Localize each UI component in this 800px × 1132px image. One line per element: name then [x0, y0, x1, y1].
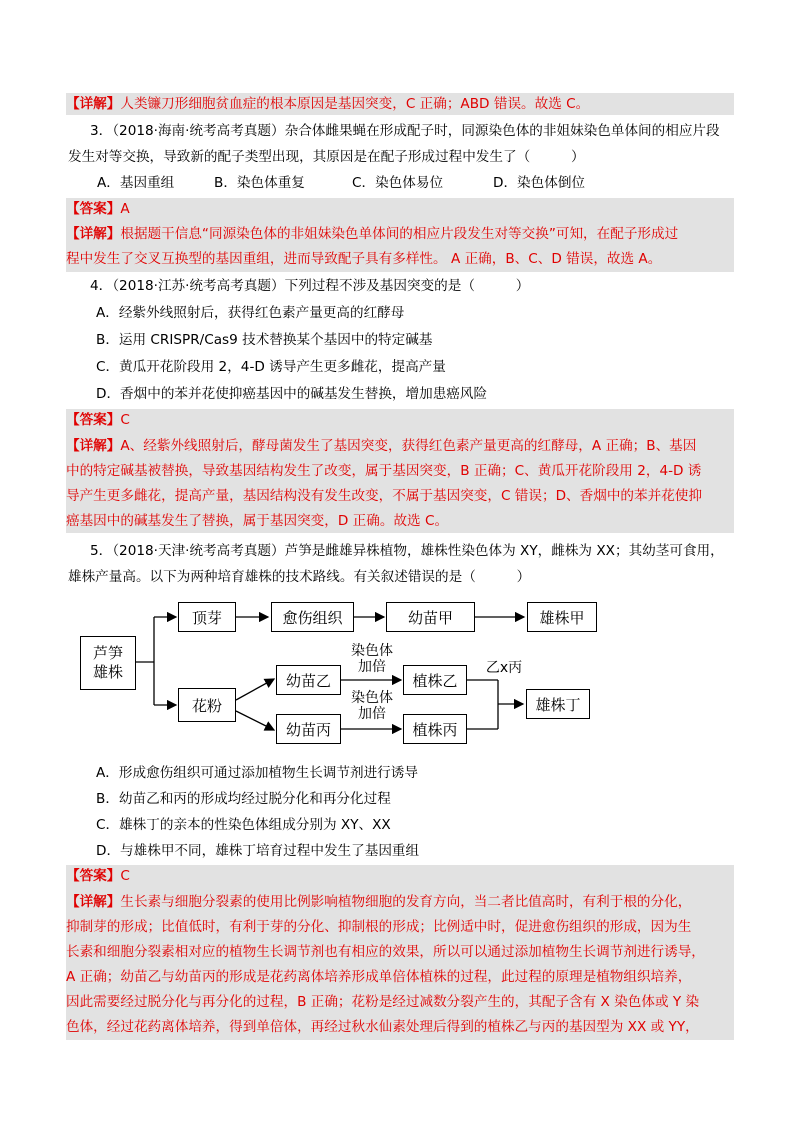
label-line: 染色体	[351, 643, 393, 659]
box-label: 芦笋	[92, 644, 123, 662]
box-label: 雄株甲	[539, 608, 585, 627]
q5-detail-line-1	[66, 892, 736, 912]
seedling-jia-box	[386, 602, 475, 632]
q5-detail-line-3: 长素和细胞分裂素相对应的植物生长调节剂也有相应的效果，所以可以通过添加植物生长调节剂进行诱导，	[66, 944, 705, 960]
box-label: 顶芽	[191, 608, 222, 627]
box-label: 植株乙	[412, 671, 458, 690]
q5-option-d: D．与雄株甲不同，雄株丁培育过程中发生了基因重组	[96, 843, 420, 859]
q5-stem-line-2: 雄株产量高。以下为两种培育雄株的技术路线。有关叙述错误的是（ ）	[68, 569, 531, 585]
detail-text: 根据题干信息“同源染色体的非姐妹染色单体间的相应片段发生对等交换”可知，在配子形成过	[120, 226, 679, 242]
detail-tag: 【详解】	[66, 226, 121, 242]
label-line: 染色体	[351, 690, 393, 706]
answer-tag: 【答案】	[66, 868, 121, 884]
q5-option-a: A．形成愈伤组织可通过添加植物生长调节剂进行诱导	[96, 765, 418, 781]
q4-detail-line-2: 中的特定碱基被替换，导致基因结构发生了改变，属于基因突变，B 正确；C、黄瓜开花阶段用 2，4-D 诱	[66, 463, 702, 479]
q5-answer	[66, 866, 736, 886]
q3-stem-text-1: （2018·海南·统考高考真题）杂合体雌果蝇在形成配子时，同源染色体的非姐妹染色单体间的相应片段	[112, 123, 720, 139]
question-number: 3．	[90, 123, 113, 139]
q5-option-b: B．幼苗乙和丙的形成均经过脱分化和再分化过程	[96, 791, 391, 807]
answer-value: C	[120, 412, 130, 428]
box-label: 植株丙	[412, 720, 458, 739]
q5-detail-line-4: A 正确；幼苗乙与幼苗丙的形成是花药离体培养形成单倍体植株的过程，此过程的原理是植物组织培养，	[66, 969, 692, 985]
q3-detail-line-2: 程中发生了交叉互换型的基因重组，进而导致配子具有多样性。 A 正确，B、C、D 错误，故选 A。	[66, 251, 662, 267]
chromosome-doubling-label-top	[344, 643, 400, 675]
q4-stem-text: （2018·江苏·统考高考真题）下列过程不涉及基因突变的是（ ）	[112, 278, 530, 294]
answer-tag: 【答案】	[66, 412, 121, 428]
q3-option-d: D．染色体倒位	[493, 175, 586, 191]
cross-label: 乙x丙	[485, 660, 523, 676]
detail-tag: 【详解】	[66, 438, 121, 454]
q3-option-a: A．基因重组	[97, 175, 175, 191]
label-line: 加倍	[358, 659, 386, 675]
detail-text: 生长素与细胞分裂素的使用比例影响植物细胞的发育方向，当二者比值高时，有利于根的分化，	[120, 894, 692, 910]
q4-detail-line-3: 导产生更多雌花，提高产量，基因结构没有发生改变，不属于基因突变，C 错误；D、香烟中的苯并花使抑	[66, 488, 702, 504]
q3-option-b: B．染色体重复	[214, 175, 305, 191]
label-line: 加倍	[358, 706, 386, 722]
plant-yi-box	[403, 665, 467, 695]
chromosome-doubling-label-bottom	[344, 690, 400, 722]
box-label: 幼苗甲	[407, 608, 453, 627]
answer-value: A	[120, 201, 130, 217]
apical-bud-box	[178, 602, 236, 632]
q5-detail-line-2: 抑制芽的形成；比值低时，有利于芽的分化、抑制根的形成；比例适中时，促进愈伤组织的形成，因为生	[66, 919, 692, 935]
box-label: 幼苗乙	[285, 671, 331, 690]
q4-option-a: A．经紫外线照射后，获得红色素产量更高的红酵母	[96, 305, 405, 321]
q5-stem-text-1: （2018·天津·统考高考真题）芦笋是雌雄异株植物，雄株性染色体为 XY，雌株为 XX；其幼茎可食用，	[112, 543, 724, 559]
detail-text: 人类镰刀形细胞贫血症的根本原因是基因突变，C 正确；ABD 错误。故选 C。	[120, 96, 590, 112]
box-label: 雄株丁	[535, 695, 581, 714]
male-ding-box	[526, 689, 590, 719]
source-male-plant-box	[80, 636, 136, 690]
q5-option-c: C．雄株丁的亲本的性染色体组成分别为 XY、XX	[96, 817, 391, 833]
detail-text: A、经紫外线照射后，酵母菌发生了基因突变，获得红色素产量更高的红酵母，A 正确；B、基因	[120, 438, 697, 454]
arrow-to-seedling-yi	[236, 679, 274, 700]
plant-bing-box	[403, 714, 467, 744]
seedling-bing-box	[276, 714, 341, 744]
q4-detail-line-4: 癌基因中的碱基发生了替换，属于基因突变，D 正确。故选 C。	[66, 513, 449, 529]
arrow-to-seedling-bing	[236, 711, 274, 730]
callus-box	[271, 602, 354, 632]
box-label: 花粉	[191, 696, 222, 715]
detail-tag: 【详解】	[66, 894, 121, 910]
q5-detail-line-5: 因此需要经过脱分化与再分化的过程，B 正确；花粉是经过减数分裂产生的，其配子含有 X 染色体或 Y 染	[66, 994, 700, 1010]
answer-value: C	[120, 868, 130, 884]
box-label: 雄株	[92, 663, 123, 681]
pollen-box	[178, 688, 236, 722]
box-label: 幼苗丙	[285, 720, 331, 739]
male-jia-box	[527, 602, 597, 632]
box-label: 愈伤组织	[282, 608, 343, 627]
question-number: 4．	[90, 278, 113, 294]
q3-stem-line-2: 发生对等交换，导致新的配子类型出现，其原因是在配子形成过程中发生了（ ）	[68, 149, 585, 165]
q3-option-c: C．染色体易位	[352, 175, 444, 191]
question-number: 5．	[90, 543, 113, 559]
q4-option-b: B．运用 CRISPR/Cas9 技术替换某个基因中的特定碱基	[96, 332, 433, 348]
q4-option-d: D．香烟中的苯并花使抑癌基因中的碱基发生替换，增加患癌风险	[96, 386, 488, 402]
answer-tag: 【答案】	[66, 201, 121, 217]
q4-option-c: C．黄瓜开花阶段用 2，4-D 诱导产生更多雌花，提高产量	[96, 359, 446, 375]
q5-detail-line-6: 色体，经过花药离体培养，得到单倍体，再经过秋水仙素处理后得到的植株乙与丙的基因型为 XX 或 YY，	[66, 1019, 699, 1035]
detail-tag: 【详解】	[66, 96, 121, 112]
seedling-yi-box	[276, 665, 341, 695]
